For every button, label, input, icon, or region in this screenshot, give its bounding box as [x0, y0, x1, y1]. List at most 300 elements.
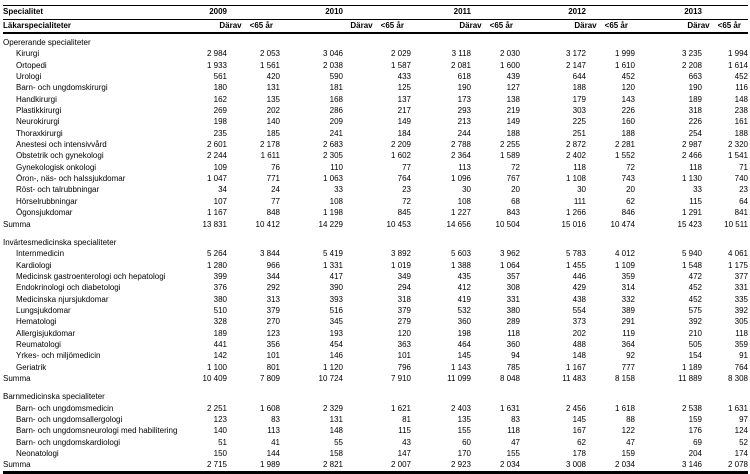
value-cell: 452 — [734, 72, 748, 82]
value-cell: 293 — [457, 106, 471, 116]
table-row — [3, 162, 748, 173]
value-cell: 1 602 — [390, 151, 411, 161]
value-cell: 10 504 — [495, 219, 520, 229]
year-header-2010: 2010 — [280, 6, 343, 20]
value-cell: 464 — [457, 339, 471, 349]
value-cell: 785 — [506, 362, 520, 372]
darav-label: Därav — [350, 20, 373, 30]
value-cell: 101 — [266, 351, 280, 361]
value-cell: 305 — [734, 317, 748, 327]
value-cell: 123 — [213, 415, 227, 424]
value-cell: 373 — [572, 317, 586, 327]
value-cell: 174 — [734, 449, 748, 459]
value-cell: 417 — [329, 271, 343, 281]
value-cell: 147 — [397, 449, 411, 459]
value-cell: 1 999 — [614, 49, 635, 59]
table-row — [3, 48, 748, 59]
value-cell: 2 147 — [565, 60, 586, 70]
value-cell: 1 541 — [727, 151, 748, 161]
value-cell: 363 — [397, 339, 411, 349]
value-cell: 11 099 — [447, 373, 471, 383]
summa-row — [3, 459, 748, 472]
value-cell: 314 — [621, 283, 635, 293]
value-cell: 270 — [266, 317, 280, 327]
specialty-label: Neonatologi — [16, 449, 59, 459]
value-cell: 30 — [577, 185, 586, 195]
value-cell: 328 — [213, 317, 227, 327]
value-cell: 131 — [266, 83, 280, 93]
year-header-2009: 2009 — [189, 6, 227, 20]
specialty-label: Reumatologi — [16, 339, 61, 349]
table-body — [3, 33, 748, 472]
value-cell: 286 — [329, 106, 343, 116]
value-cell: 30 — [462, 185, 471, 195]
value-cell: 51 — [218, 437, 227, 447]
under65-label: <65 år — [249, 20, 273, 30]
value-cell: 1 175 — [727, 260, 748, 270]
value-cell: 379 — [266, 305, 280, 315]
specialty-label: Hematologi — [16, 317, 57, 327]
value-cell: 225 — [572, 117, 586, 127]
value-cell: 168 — [329, 94, 343, 104]
value-cell: 318 — [397, 294, 411, 304]
value-cell: 47 — [626, 437, 635, 447]
value-cell: 33 — [693, 185, 702, 195]
value-cell: 23 — [739, 185, 748, 195]
table-row — [3, 82, 748, 93]
value-cell: 446 — [572, 271, 586, 281]
value-cell: 113 — [458, 162, 471, 172]
value-cell: 1 933 — [206, 60, 227, 70]
value-cell: 118 — [507, 426, 520, 436]
value-cell: 115 — [689, 196, 702, 206]
value-cell: 2 601 — [206, 140, 227, 150]
value-cell: 331 — [734, 283, 748, 293]
value-cell: 10 474 — [610, 219, 635, 229]
value-cell: 1 621 — [390, 403, 411, 413]
value-cell: 20 — [626, 185, 635, 195]
darav-label: Därav — [219, 20, 242, 30]
table-row — [3, 328, 748, 339]
value-cell: 3 046 — [322, 49, 343, 59]
value-cell: 198 — [457, 328, 471, 338]
value-cell: 2 209 — [390, 140, 411, 150]
value-cell: 69 — [693, 437, 702, 447]
value-cell: 2 987 — [681, 140, 702, 150]
table-row — [3, 282, 748, 293]
specialty-label: Kirurgi — [16, 49, 40, 59]
value-cell: 801 — [266, 362, 280, 372]
value-cell: 190 — [688, 83, 702, 93]
value-cell: 472 — [688, 271, 702, 281]
value-cell: 1 561 — [259, 60, 280, 70]
value-cell: 11 483 — [562, 373, 586, 383]
value-cell: 5 264 — [206, 249, 227, 259]
value-cell: 150 — [213, 449, 227, 459]
year-header-spacer — [343, 6, 411, 20]
under65-label: <65 år — [380, 20, 404, 30]
value-cell: 204 — [688, 449, 702, 459]
table-row — [3, 316, 748, 327]
value-cell: 145 — [572, 415, 586, 424]
section-header-row — [3, 384, 748, 402]
value-cell: 41 — [271, 437, 280, 447]
value-cell: 251 — [572, 128, 586, 138]
header-row-subheaders — [3, 19, 748, 33]
value-cell: 2 320 — [727, 140, 748, 150]
value-cell: 213 — [457, 117, 471, 127]
value-cell: 118 — [689, 162, 702, 172]
value-cell: 189 — [688, 94, 702, 104]
value-cell: 1 280 — [206, 260, 227, 270]
value-cell: 357 — [506, 271, 520, 281]
value-cell: 2 715 — [206, 460, 227, 470]
value-cell: 11 889 — [678, 373, 702, 383]
value-cell: 77 — [402, 162, 411, 172]
specialty-label: Urologi — [16, 72, 42, 82]
value-cell: 92 — [626, 351, 635, 361]
value-cell: 2 281 — [614, 140, 635, 150]
value-cell: 91 — [739, 351, 748, 361]
specialty-label: Ögonsjukdomar — [16, 208, 73, 218]
table-row — [3, 196, 748, 207]
value-cell: 1 631 — [499, 403, 520, 413]
value-cell: 433 — [397, 72, 411, 82]
value-cell: 143 — [621, 94, 635, 104]
value-cell: 364 — [621, 339, 635, 349]
table-row — [3, 184, 748, 195]
value-cell: 108 — [329, 196, 343, 206]
value-cell: 764 — [397, 174, 411, 184]
value-cell: 644 — [572, 72, 586, 82]
value-cell: 131 — [329, 415, 343, 424]
value-cell: 1 989 — [259, 460, 280, 470]
value-cell: 359 — [734, 339, 748, 349]
specialty-label: Medicinsk gastroenterologi och hepatologi — [16, 271, 166, 281]
specialty-label: Barn- och ungdomskardiologi — [16, 437, 121, 447]
value-cell: 419 — [457, 294, 471, 304]
value-cell: 155 — [457, 426, 471, 436]
value-cell: 359 — [621, 271, 635, 281]
under65-label: <65 år — [717, 20, 741, 30]
value-cell: 119 — [622, 328, 635, 338]
value-cell: 188 — [572, 83, 586, 93]
value-cell: 2 538 — [681, 403, 702, 413]
specialty-label: Barn- och ungdomskirurgi — [16, 83, 108, 93]
value-cell: 68 — [511, 196, 520, 206]
value-cell: 43 — [402, 437, 411, 447]
specialty-label: Kardiologi — [16, 260, 52, 270]
value-cell: 14 229 — [318, 219, 343, 229]
table-row — [3, 437, 748, 448]
value-cell: 5 940 — [681, 249, 702, 259]
value-cell: 62 — [577, 437, 586, 447]
value-cell: 1 227 — [450, 208, 471, 218]
value-cell: 76 — [271, 162, 280, 172]
value-cell: 8 158 — [614, 373, 635, 383]
value-cell: 122 — [621, 426, 635, 436]
value-cell: 488 — [572, 339, 586, 349]
value-cell: 2 456 — [565, 403, 586, 413]
value-cell: 308 — [506, 283, 520, 293]
table-row — [3, 128, 748, 139]
subheader-2012 — [520, 19, 635, 33]
year-header-spacer — [471, 6, 520, 20]
specialitet-header: Specialitet — [3, 6, 189, 20]
value-cell: 2 821 — [322, 460, 343, 470]
value-cell: 4 012 — [614, 249, 635, 259]
value-cell: 140 — [266, 117, 280, 127]
value-cell: 843 — [506, 208, 520, 218]
value-cell: 170 — [457, 449, 471, 459]
value-cell: 3 146 — [681, 460, 702, 470]
value-cell: 1 109 — [614, 260, 635, 270]
value-cell: 360 — [457, 317, 471, 327]
year-header-spacer — [227, 6, 280, 20]
under65-label: <65 år — [489, 20, 513, 30]
specialty-label: Summa — [3, 373, 31, 383]
value-cell: 505 — [688, 339, 702, 349]
value-cell: 1 100 — [206, 362, 227, 372]
value-cell: 376 — [213, 283, 227, 293]
value-cell: 2 053 — [259, 49, 280, 59]
value-cell: 516 — [329, 305, 343, 315]
section-header-row — [3, 230, 748, 248]
value-cell: 124 — [734, 426, 748, 436]
value-cell: 2 683 — [322, 140, 343, 150]
value-cell: 740 — [734, 174, 748, 184]
value-cell: 125 — [397, 83, 411, 93]
value-cell: 3 118 — [451, 49, 471, 59]
value-cell: 771 — [266, 174, 280, 184]
table-row — [3, 60, 748, 71]
value-cell: 72 — [402, 196, 411, 206]
value-cell: 209 — [329, 117, 343, 127]
value-cell: 60 — [462, 437, 471, 447]
summa-row — [3, 219, 748, 230]
value-cell: 149 — [506, 117, 520, 127]
value-cell: 1 291 — [681, 208, 702, 218]
value-cell: 15 423 — [677, 219, 702, 229]
value-cell: 2 255 — [499, 140, 520, 150]
value-cell: 161 — [734, 117, 748, 127]
value-cell: 226 — [688, 117, 702, 127]
value-cell: 1 611 — [260, 151, 280, 161]
value-cell: 159 — [621, 449, 635, 459]
value-cell: 575 — [688, 305, 702, 315]
specialty-label: Summa — [3, 460, 31, 470]
value-cell: 110 — [330, 162, 343, 172]
specialty-label: Öron-, näs- och halssjukdomar — [16, 174, 126, 184]
table-row — [3, 414, 748, 425]
table-row — [3, 425, 748, 436]
value-cell: 848 — [266, 208, 280, 218]
value-cell: 2 329 — [322, 403, 343, 413]
value-cell: 2 251 — [206, 403, 227, 413]
table-row — [3, 173, 748, 184]
value-cell: 55 — [334, 437, 343, 447]
value-cell: 313 — [266, 294, 280, 304]
specialty-label: Allergisjukdomar — [16, 328, 76, 338]
value-cell: 193 — [329, 328, 343, 338]
value-cell: 1 548 — [681, 260, 702, 270]
value-cell: 845 — [397, 208, 411, 218]
value-cell: 1 610 — [614, 60, 635, 70]
value-cell: 180 — [213, 83, 227, 93]
value-cell: 1 388 — [450, 260, 471, 270]
value-cell: 158 — [329, 449, 343, 459]
specialty-label: Ortopedi — [16, 60, 47, 70]
value-cell: 393 — [329, 294, 343, 304]
value-cell: 254 — [688, 128, 702, 138]
value-cell: 135 — [457, 415, 471, 424]
table-row — [3, 362, 748, 373]
value-cell: 1 631 — [727, 403, 748, 413]
value-cell: 2 364 — [450, 151, 471, 161]
value-cell: 1 167 — [206, 208, 227, 218]
value-cell: 1 096 — [450, 174, 471, 184]
value-cell: 1 614 — [727, 60, 748, 70]
value-cell: 15 016 — [561, 219, 586, 229]
value-cell: 3 962 — [499, 249, 520, 259]
value-cell: 344 — [266, 271, 280, 281]
value-cell: 107 — [213, 196, 227, 206]
darav-label: Därav — [574, 20, 597, 30]
value-cell: 554 — [572, 305, 586, 315]
value-cell: 3 235 — [681, 49, 702, 59]
value-cell: 2 402 — [565, 151, 586, 161]
value-cell: 846 — [621, 208, 635, 218]
value-cell: 120 — [621, 83, 635, 93]
value-cell: 663 — [688, 72, 702, 82]
table-row — [3, 271, 748, 282]
value-cell: 10 453 — [386, 219, 411, 229]
specialty-label: Endokrinologi och diabetologi — [16, 283, 121, 293]
value-cell: 148 — [572, 351, 586, 361]
value-cell: 590 — [329, 72, 343, 82]
year-header-spacer — [702, 6, 748, 20]
value-cell: 1 064 — [499, 260, 520, 270]
specialty-label: Gynekologisk onkologi — [16, 162, 97, 172]
value-cell: 360 — [506, 339, 520, 349]
value-cell: 796 — [397, 362, 411, 372]
value-cell: 1 189 — [681, 362, 702, 372]
value-cell: 335 — [734, 294, 748, 304]
value-cell: 303 — [572, 106, 586, 116]
value-cell: 146 — [329, 351, 343, 361]
value-cell: 155 — [506, 449, 520, 459]
table-row — [3, 71, 748, 82]
value-cell: 235 — [213, 128, 227, 138]
value-cell: 94 — [511, 351, 520, 361]
value-cell: 1 130 — [681, 174, 702, 184]
value-cell: 3 008 — [565, 460, 586, 470]
summa-row — [3, 373, 748, 384]
specialty-label: Lungsjukdomar — [16, 305, 71, 315]
year-header-spacer — [586, 6, 635, 20]
value-cell: 1 600 — [499, 60, 520, 70]
value-cell: 188 — [506, 128, 520, 138]
value-cell: 2 038 — [322, 60, 343, 70]
section-title: Barnmedicinska specialiteter — [3, 392, 105, 402]
header-row-years — [3, 6, 748, 20]
subheader-2009 — [189, 19, 280, 33]
value-cell: 184 — [397, 128, 411, 138]
value-cell: 1 618 — [614, 403, 635, 413]
value-cell: 123 — [266, 328, 280, 338]
section-title: Opererande specialiteter — [3, 38, 91, 47]
value-cell: 3 844 — [259, 249, 280, 259]
value-cell: 120 — [397, 328, 411, 338]
value-cell: 454 — [329, 339, 343, 349]
value-cell: 34 — [218, 185, 227, 195]
value-cell: 2 923 — [450, 460, 471, 470]
value-cell: 2 788 — [450, 140, 471, 150]
year-header-2011: 2011 — [411, 6, 471, 20]
value-cell: 2 403 — [450, 403, 471, 413]
value-cell: 190 — [457, 83, 471, 93]
value-cell: 5 603 — [450, 249, 471, 259]
value-cell: 1 108 — [565, 174, 586, 184]
subheader-2011 — [411, 19, 520, 33]
year-header-2013: 2013 — [635, 6, 702, 20]
table-row — [3, 339, 748, 350]
value-cell: 83 — [511, 415, 520, 424]
value-cell: 8 048 — [499, 373, 520, 383]
subheader-2013 — [635, 19, 748, 33]
value-cell: 2 984 — [206, 49, 227, 59]
value-cell: 113 — [267, 426, 280, 436]
value-cell: 226 — [621, 106, 635, 116]
value-cell: 238 — [734, 106, 748, 116]
value-cell: 162 — [213, 94, 227, 104]
value-cell: 279 — [397, 317, 411, 327]
specialty-label: Internmedicin — [16, 249, 65, 259]
value-cell: 2 208 — [681, 60, 702, 70]
value-cell: 64 — [739, 196, 748, 206]
value-cell: 2 029 — [390, 49, 411, 59]
value-cell: 1 552 — [614, 151, 635, 161]
value-cell: 289 — [506, 317, 520, 327]
specialty-label: Thoraxkirurgi — [16, 128, 63, 138]
specialty-label: Geriatrik — [16, 362, 47, 372]
value-cell: 331 — [506, 294, 520, 304]
value-cell: 108 — [457, 196, 471, 206]
subheader-2010 — [280, 19, 411, 33]
value-cell: 2 244 — [206, 151, 227, 161]
value-cell: 435 — [457, 271, 471, 281]
value-cell: 332 — [621, 294, 635, 304]
value-cell: 292 — [266, 283, 280, 293]
value-cell: 160 — [621, 117, 635, 127]
value-cell: 412 — [457, 283, 471, 293]
value-cell: 966 — [266, 260, 280, 270]
value-cell: 219 — [506, 106, 520, 116]
value-cell: 349 — [397, 271, 411, 281]
value-cell: 62 — [626, 196, 635, 206]
value-cell: 202 — [572, 328, 586, 338]
value-cell: 2 305 — [322, 151, 343, 161]
value-cell: 345 — [329, 317, 343, 327]
value-cell: 2 466 — [681, 151, 702, 161]
specialty-label: Plastikkirurgi — [16, 106, 62, 116]
value-cell: 1 331 — [322, 260, 343, 270]
table-row — [3, 448, 748, 459]
under65-label: <65 år — [604, 20, 628, 30]
value-cell: 137 — [397, 94, 411, 104]
value-cell: 1 198 — [322, 208, 343, 218]
value-cell: 2 078 — [727, 460, 748, 470]
